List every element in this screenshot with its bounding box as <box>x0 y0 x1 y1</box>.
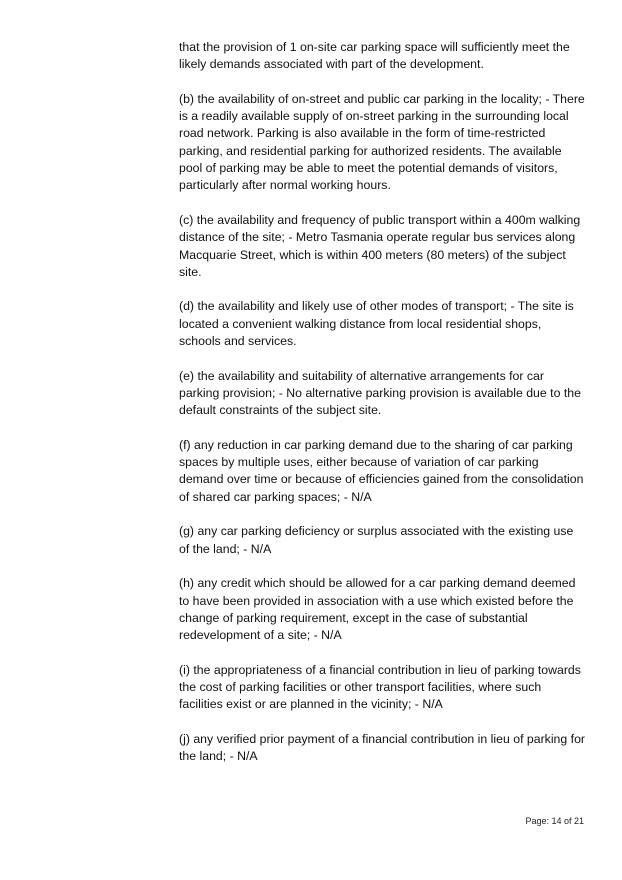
paragraph-f-shared-parking: (f) any reduction in car parking demand due to the sharing of car parking spaces by multiple uses, either because of variation of car parking demand over time or because of efficiencies gained from the consolidation of shared car parking spaces; - N/A <box>179 437 584 504</box>
paragraph-c-public-transport: (c) the availability and frequency of public transport within a 400m walking distance of the site; - Metro Tasmania operate regular bus services along Macquarie Street, which is within 400 meters (80 meters) of the subject site. <box>179 212 581 279</box>
document-body <box>179 39 585 783</box>
page-number: Page: 14 of 21 <box>525 816 584 826</box>
paragraph-g-deficiency-surplus: (g) any car parking deficiency or surplus associated with the existing use of the land; - N/A <box>179 524 574 556</box>
paragraph-e-alternative-arrangements: (e) the availability and suitability of alternative arrangements for car parking provision; - No alternative parking provision is available due to the default constraints of the subject site. <box>179 368 581 418</box>
paragraph-i-financial-contribution: (i) the appropriateness of a financial contribution in lieu of parking towards the cost of parking facilities or other transport facilities, where such facilities exist or are planned in the vicinity; - N/A <box>179 662 581 712</box>
paragraph-j-prior-payment: (j) any verified prior payment of a financial contribution in lieu of parking for the land; - N/A <box>179 731 586 764</box>
paragraph-continuation: that the provision of 1 on-site car parking space will sufficiently meet the likely demands associated with part of the development. <box>179 40 570 72</box>
paragraph-h-credit: (h) any credit which should be allowed for a car parking demand deemed to have been provided in association with a use which existed before the change of parking requirement, except in the case of substantial redevelopment of a site; - N/A <box>179 576 576 643</box>
paragraph-d-other-transport: (d) the availability and likely use of other modes of transport; - The site is located a convenient walking distance from local residential shops, schools and services. <box>179 299 574 349</box>
paragraph-b-on-street-parking: (b) the availability of on-street and public car parking in the locality; - There is a readily available supply of on-street parking in the surrounding local road network. Parking is also available in the form of time-restricted parking, and residential parking for authorized residents. The available pool of parking may be able to meet the potential demands of visitors, particularly after normal working hours. <box>179 91 585 193</box>
